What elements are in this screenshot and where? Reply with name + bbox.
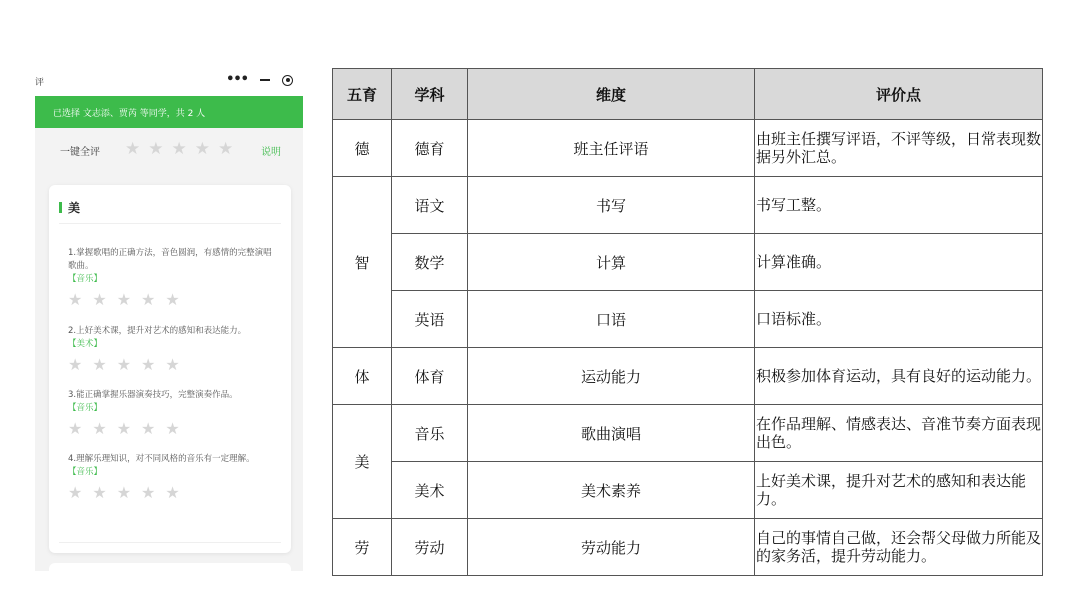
item-question: 2.上好美术课，提升对艺术的感知和表达能力。 [68,326,247,336]
header-subject: 学科 [392,69,468,120]
table-row [333,519,1043,576]
star-icon[interactable]: ★ [141,483,156,502]
table-row [333,462,1043,519]
dimension-cell: 歌曲演唱 [468,405,755,462]
item-question: 4.理解乐理知识，对不同风格的音乐有一定理解。 [68,454,255,464]
star-icon[interactable]: ★ [68,290,83,309]
star-icon[interactable]: ★ [141,290,156,309]
header-point: 评价点 [755,69,1043,120]
star-icon[interactable]: ★ [125,139,141,159]
item-stars[interactable] [68,356,278,374]
star-icon[interactable]: ★ [194,139,210,159]
star-icon[interactable]: ★ [68,419,83,438]
category-cell: 德 [333,120,392,177]
card-header [59,185,281,224]
minimize-icon[interactable] [260,79,270,81]
header-category: 五育 [333,69,392,120]
subject-cell: 体育 [392,348,468,405]
point-cell: 书写工整。 [755,177,1043,234]
star-icon[interactable]: ★ [92,419,107,438]
list-item [68,325,278,374]
dimension-cell: 运动能力 [468,348,755,405]
star-icon[interactable]: ★ [165,483,180,502]
star-icon[interactable]: ★ [116,419,132,438]
table-row [333,234,1043,291]
rate-all-label: 一键全评 [60,147,100,158]
star-icon[interactable]: ★ [68,483,83,502]
item-tag: 【音乐】 [68,467,103,477]
item-tag: 【音乐】 [68,274,103,284]
category-cell: 劳 [333,519,392,576]
point-cell: 积极参加体育运动，具有良好的运动能力。 [755,348,1043,405]
close-target-icon[interactable] [282,75,293,86]
star-icon[interactable]: ★ [92,290,107,309]
star-icon[interactable]: ★ [116,290,132,309]
list-item [68,453,278,502]
star-icon[interactable]: ★ [92,355,107,374]
next-card-edge [49,563,291,571]
star-icon[interactable]: ★ [92,483,107,502]
list-item [68,247,278,309]
header-dimension: 维度 [468,69,755,120]
table-header-row [333,69,1043,120]
subject-cell: 美术 [392,462,468,519]
table-row [333,120,1043,177]
item-stars[interactable] [68,420,278,438]
subject-cell: 劳动 [392,519,468,576]
rate-all-bar [35,128,303,171]
subject-cell: 音乐 [392,405,468,462]
item-stars[interactable] [68,484,278,502]
category-cell: 体 [333,348,392,405]
accent-bar [59,202,62,213]
star-icon[interactable]: ★ [141,355,156,374]
subject-cell: 英语 [392,291,468,348]
star-icon[interactable]: ★ [165,355,180,374]
card-title: 美 [68,201,81,215]
dimension-cell: 班主任评语 [468,120,755,177]
point-cell: 自己的事情自己做，还会帮父母做力所能及的家务活，提升劳动能力。 [755,519,1043,576]
rate-all-stars[interactable] [125,140,233,158]
category-cell: 智 [333,177,392,348]
point-cell: 计算准确。 [755,234,1043,291]
subject-cell: 语文 [392,177,468,234]
evaluation-table [332,68,1043,576]
item-tag: 【音乐】 [68,403,103,413]
more-icon[interactable]: ••• [226,72,248,87]
dimension-cell: 计算 [468,234,755,291]
star-icon[interactable]: ★ [68,355,83,374]
selection-bar [35,96,303,128]
dimension-cell: 书写 [468,177,755,234]
dimension-cell: 美术素养 [468,462,755,519]
point-cell: 上好美术课，提升对艺术的感知和表达能力。 [755,462,1043,519]
selection-text: 已选择 文志添、贾芮 等同学，共 2 人 [53,108,206,119]
table-row [333,177,1043,234]
window-titlebar [35,69,303,96]
item-question: 3.能正确掌握乐器演奏技巧，完整演奏作品。 [68,390,238,400]
star-icon[interactable]: ★ [116,355,132,374]
dimension-cell: 劳动能力 [468,519,755,576]
phone-panel [35,69,303,571]
table-row [333,291,1043,348]
star-icon[interactable]: ★ [165,419,180,438]
explain-link[interactable]: 说明 [261,147,281,158]
dimension-cell: 口语 [468,291,755,348]
star-icon[interactable]: ★ [116,483,132,502]
star-icon[interactable]: ★ [171,139,187,159]
star-icon[interactable]: ★ [218,139,234,159]
table-row [333,405,1043,462]
list-item [68,389,278,438]
category-cell: 美 [333,405,392,519]
table-row [333,348,1043,405]
item-question: 1.掌握歌唱的正确方法，音色圆润，有感情的完整演唱歌曲。 [68,248,272,271]
window-controls [226,73,293,87]
item-tag: 【美术】 [68,339,103,349]
evaluation-card [49,185,291,553]
point-cell: 口语标准。 [755,291,1043,348]
star-icon[interactable]: ★ [148,139,164,159]
point-cell: 在作品理解、情感表达、音准节奏方面表现出色。 [755,405,1043,462]
window-title: 评 [35,78,45,88]
star-icon[interactable]: ★ [141,419,156,438]
divider [59,542,281,543]
subject-cell: 数学 [392,234,468,291]
subject-cell: 德育 [392,120,468,177]
item-stars[interactable] [68,291,278,309]
star-icon[interactable]: ★ [165,290,180,309]
point-cell: 由班主任撰写评语，不评等级，日常表现数据另外汇总。 [755,120,1043,177]
